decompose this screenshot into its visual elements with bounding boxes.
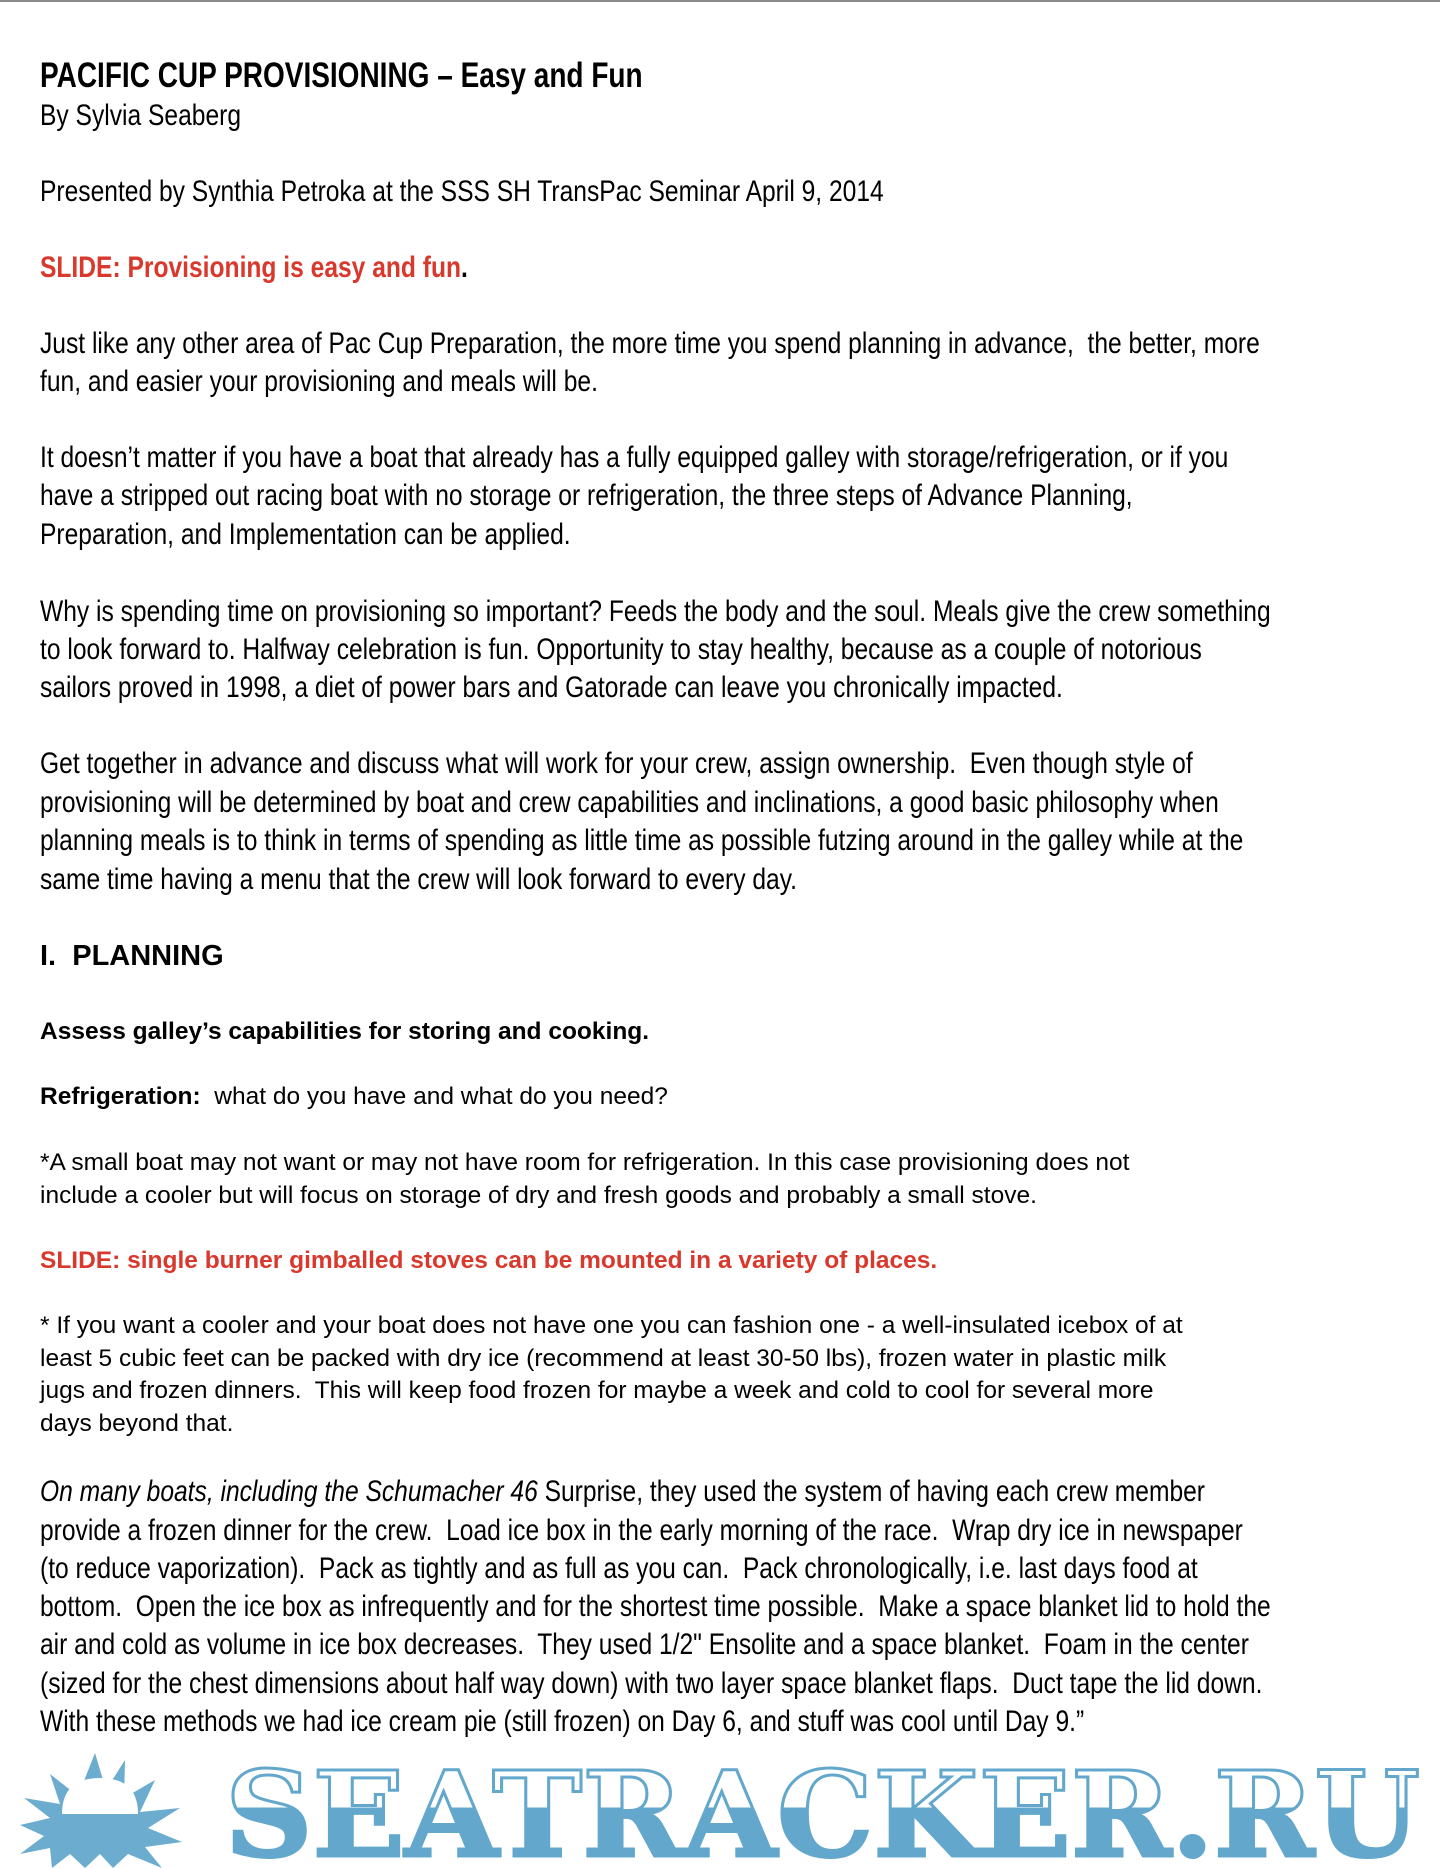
paragraph-line: days beyond that.: [40, 1410, 234, 1437]
paragraph-line: bottom. Open the ice box as infrequently and for the shortest time possible. Make a space blanket lid to hold the: [40, 1590, 1271, 1623]
watermark-text: SEATRACKER.RU: [225, 1748, 1420, 1868]
paragraph-line: Get together in advance and discuss what will work for your crew, assign ownership. Even though style of: [40, 747, 1193, 780]
paragraph-line: same time having a menu that the crew will look forward to every day.: [40, 863, 798, 896]
paragraph-line: sailors proved in 1998, a diet of power bars and Gatorade can leave you chronically impacted.: [40, 671, 1063, 704]
paragraph-line: have a stripped out racing boat with no storage or refrigeration, the three steps of Advance Planning,: [40, 479, 1133, 512]
paragraph-line: *A small boat may not want or may not have room for refrigeration. In this case provisioning does not: [40, 1149, 1130, 1176]
page-top-border: [0, 0, 1440, 2]
paragraph-line: (to reduce vaporization). Pack as tightly and as full as you can. Pack chronologically, i.e. last days food at: [40, 1552, 1198, 1585]
author-line: By Sylvia Seaberg: [40, 99, 242, 132]
slide-note-2: SLIDE: single burner gimballed stoves can be mounted in a variety of places.: [40, 1247, 938, 1274]
document-title: PACIFIC CUP PROVISIONING – Easy and Fun: [40, 56, 643, 95]
refrigeration-label: Refrigeration:: [40, 1083, 201, 1110]
paragraph-line: to look forward to. Halfway celebration is fun. Opportunity to stay healthy, because as a couple of notorious: [40, 633, 1202, 666]
paragraph-text: Surprise, they used the system of having each crew member: [544, 1475, 1206, 1508]
paragraph-line: planning meals is to think in terms of spending as little time as possible futzing around in the galley while at the: [40, 824, 1244, 857]
paragraph-line: * If you want a cooler and your boat does not have one you can fashion one - a well-insulated icebox of at: [40, 1312, 1183, 1339]
slide-note-period: .: [461, 251, 468, 284]
paragraph-line: It doesn’t matter if you have a boat that already has a fully equipped galley with storage/refrigeration, or if you: [40, 441, 1229, 474]
paragraph-line: jugs and frozen dinners. This will keep food frozen for maybe a week and cold to cool for several more: [40, 1377, 1154, 1404]
paragraph-line: include a cooler but will focus on storage of dry and fresh goods and probably a small stove.: [40, 1182, 1037, 1209]
italic-intro: On many boats, including the Schumacher 46: [40, 1475, 545, 1508]
refrigeration-line: [40, 1085, 668, 1110]
presenter-line: Presented by Synthia Petroka at the SSS SH TransPac Seminar April 9, 2014: [40, 175, 884, 208]
paragraph-line: air and cold as volume in ice box decreases. They used 1/2" Ensolite and a space blanket. Foam in the center: [40, 1628, 1249, 1661]
slide-note-text: SLIDE: Provisioning is easy and fun: [40, 251, 462, 284]
refrigeration-text: what do you have and what do you need?: [200, 1083, 668, 1110]
sunburst-icon: [20, 1753, 182, 1868]
section-heading-planning: I. PLANNING: [40, 940, 224, 972]
subheading-assess: Assess galley’s capabilities for storing and cooking.: [40, 1018, 650, 1045]
paragraph-line: With these methods we had ice cream pie (still frozen) on Day 6, and stuff was cool until Day 9.”: [40, 1705, 1085, 1738]
paragraph-line: provide a frozen dinner for the crew. Load ice box in the early morning of the race. Wrap dry ice in newspaper: [40, 1514, 1243, 1547]
paragraph-line: (sized for the chest dimensions about half way down) with two layer space blanket flaps. Duct tape the lid down.: [40, 1667, 1263, 1700]
paragraph-line: Why is spending time on provisioning so important? Feeds the body and the soul. Meals give the crew something: [40, 595, 1271, 628]
sunburst-window: [62, 1778, 138, 1814]
paragraph-line: provisioning will be determined by boat and crew capabilities and inclinations, a good basic philosophy when: [40, 786, 1219, 819]
paragraph-line: least 5 cubic feet can be packed with dry ice (recommend at least 30-50 lbs), frozen water in plastic milk: [40, 1345, 1167, 1372]
paragraph-line: fun, and easier your provisioning and meals will be.: [40, 365, 598, 398]
paragraph-line: Preparation, and Implementation can be applied.: [40, 518, 571, 551]
slide-note-1: [40, 253, 468, 283]
seatracker-watermark: [0, 1748, 1440, 1868]
paragraph-line: [40, 1477, 1205, 1507]
paragraph-line: Just like any other area of Pac Cup Preparation, the more time you spend planning in advance, the better, more: [40, 327, 1260, 360]
